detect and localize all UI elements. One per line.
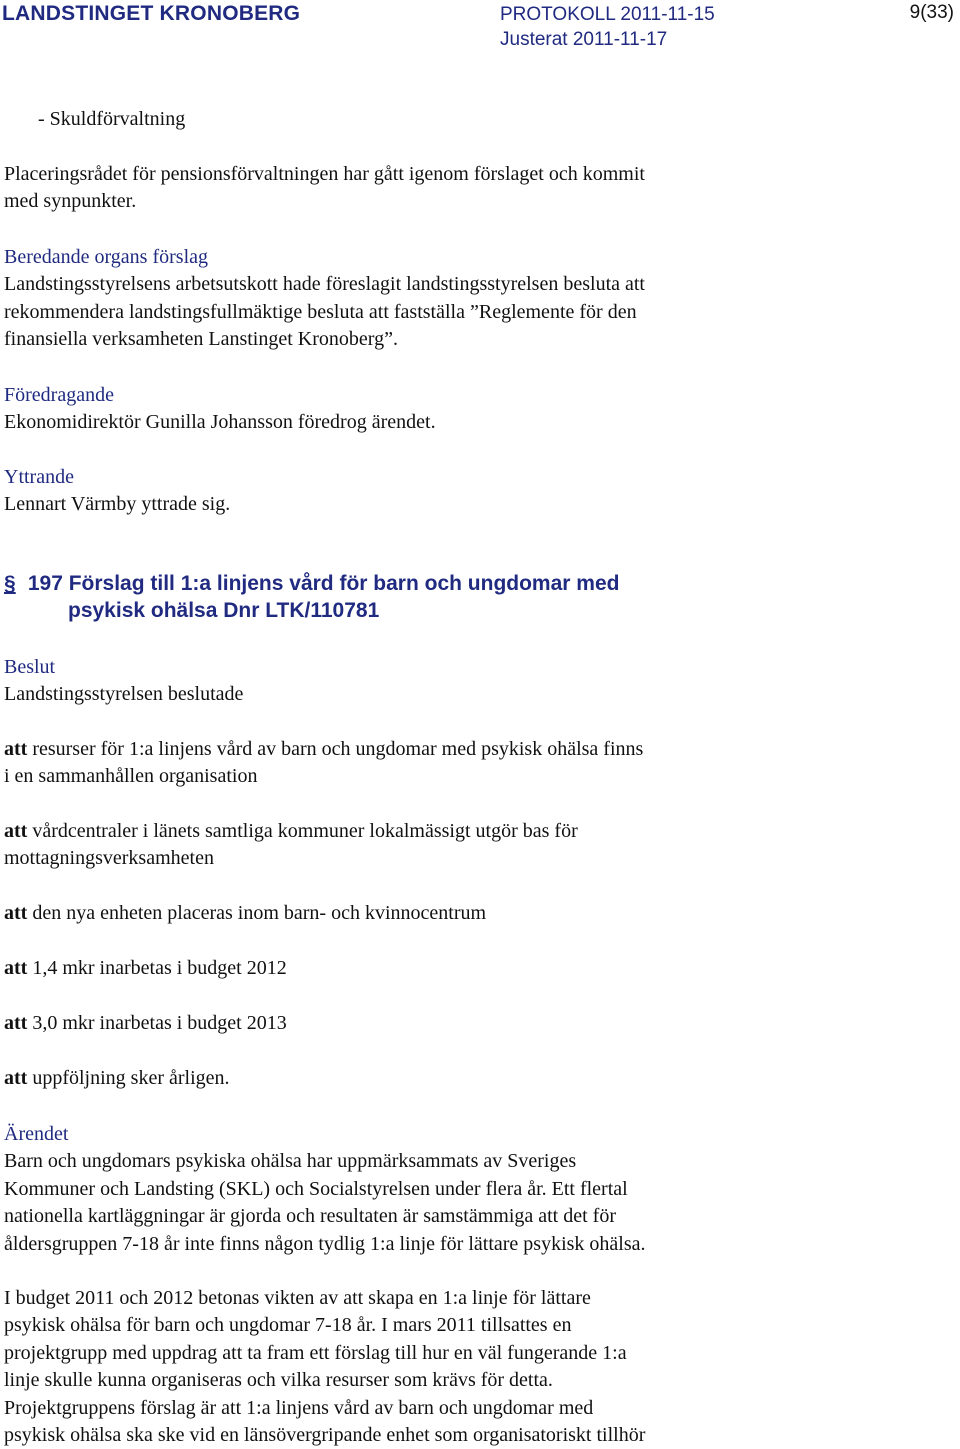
arendet-line: Projektgruppens förslag är att 1:a linjens vård av barn och ungdomar med	[4, 1396, 594, 1419]
arendet-paragraph-2	[4, 1285, 645, 1449]
foredragande-heading: Föredragande	[4, 384, 114, 406]
foredragande-block	[4, 382, 436, 437]
beslut-item-text: resurser för 1:a linjens vård av barn och ungdomar med psykisk ohälsa finns	[27, 738, 644, 760]
arendet-line: linje skulle kunna organiseras och vilka resurser som krävs för detta.	[4, 1369, 553, 1392]
intro-paragraph	[4, 161, 645, 216]
beslut-item	[4, 818, 578, 873]
beredande-block	[4, 244, 645, 354]
arendet-line: I budget 2011 och 2012 betonas vikten av att skapa en 1:a linje för lättare	[4, 1287, 591, 1309]
beslut-item-text: den nya enheten placeras inom barn- och kvinnocentrum	[27, 902, 487, 924]
intro-line: Placeringsrådet för pensionsförvaltningen har gått igenom förslaget och kommit	[4, 163, 645, 185]
att-word: att	[4, 1067, 28, 1089]
beslut-block	[4, 654, 243, 709]
beslut-heading: Beslut	[4, 656, 56, 678]
page-header	[0, 0, 960, 60]
arendet-heading: Ärendet	[4, 1123, 69, 1145]
yttrande-text: Lennart Värmby yttrade sig.	[4, 493, 231, 516]
protocol-date: PROTOKOLL 2011-11-15	[500, 4, 715, 25]
beslut-item	[4, 900, 486, 927]
att-word: att	[4, 820, 28, 842]
att-word: att	[4, 738, 28, 760]
section-title-line1: 197 Förslag till 1:a linjens vård för barn och ungdomar med	[27, 572, 620, 595]
beslut-item	[4, 1010, 287, 1037]
org-name: LANDSTINGET KRONOBERG	[2, 2, 301, 25]
beslut-item-text: mottagningsverksamheten	[4, 847, 214, 870]
arendet-line: psykisk ohälsa ska ske vid en länsövergripande enhet som organisatoriskt tillhör	[4, 1424, 646, 1447]
beslut-item-text: 1,4 mkr inarbetas i budget 2012	[27, 957, 287, 979]
beslut-item	[4, 1065, 230, 1092]
arendet-line: nationella kartläggningar är gjorda och resultaten är samstämmiga att det för	[4, 1205, 616, 1228]
arendet-line: psykisk ohälsa för barn och ungdomar 7-18 år. I mars 2011 tillsattes en	[4, 1314, 572, 1337]
beslut-item-text: vårdcentraler i länets samtliga kommuner lokalmässigt utgör bas för	[27, 820, 578, 842]
beslut-item	[4, 736, 643, 791]
beredande-line: rekommendera landstingsfullmäktige besluta att fastställa ”Reglemente för den	[4, 300, 637, 323]
arendet-line: Kommuner och Landsting (SKL) och Socialstyrelsen under flera år. Ett flertal	[4, 1177, 628, 1200]
att-word: att	[4, 957, 28, 979]
protocol-info	[500, 2, 715, 52]
bullet-skuldforvaltning: - Skuldförvaltning	[38, 108, 186, 130]
arendet-line: åldersgruppen 7-18 år inte finns någon tydlig 1:a linje för lättare psykisk ohälsa.	[4, 1232, 646, 1255]
beslut-item-text: 3,0 mkr inarbetas i budget 2013	[27, 1012, 287, 1034]
section-title	[4, 570, 619, 624]
intro-line: med synpunkter.	[4, 190, 137, 213]
justerat-date: Justerat 2011-11-17	[500, 29, 668, 50]
yttrande-heading: Yttrande	[4, 466, 74, 488]
yttrande-block	[4, 464, 230, 519]
foredragande-text: Ekonomidirektör Gunilla Johansson föredrog ärendet.	[4, 411, 436, 434]
beredande-heading: Beredande organs förslag	[4, 246, 209, 268]
beslut-item-text: uppföljning sker årligen.	[27, 1067, 230, 1089]
att-word: att	[4, 1012, 28, 1034]
beslut-item	[4, 955, 287, 982]
beredande-line: finansiella verksamheten Lanstinget Kronoberg”.	[4, 328, 398, 351]
beslut-item-text: i en sammanhållen organisation	[4, 765, 258, 788]
section-title-line2: psykisk ohälsa Dnr LTK/110781	[68, 599, 380, 622]
beredande-line: Landstingsstyrelsens arbetsutskott hade föreslagit landstingsstyrelsen besluta att	[4, 273, 645, 296]
arendet-line: projektgrupp med uppdrag att ta fram ett förslag till hur en väl fungerande 1:a	[4, 1341, 627, 1364]
att-word: att	[4, 902, 28, 924]
arendet-block	[4, 1121, 646, 1258]
paragraph-icon: §	[4, 572, 16, 595]
page-number: 9(33)	[909, 2, 954, 23]
arendet-line: Barn och ungdomars psykiska ohälsa har uppmärksammats av Sveriges	[4, 1150, 577, 1173]
beslut-intro: Landstingsstyrelsen beslutade	[4, 683, 244, 706]
